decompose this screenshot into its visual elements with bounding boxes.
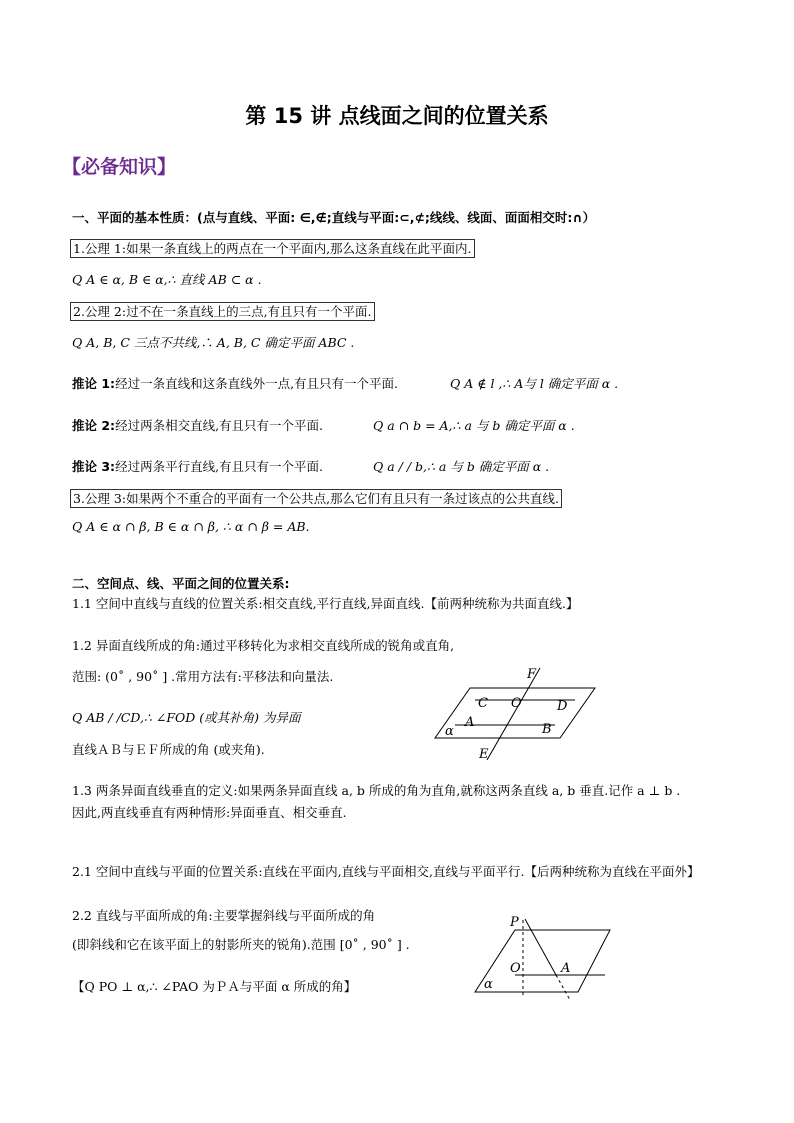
corollary-2-label: 推论 2:	[72, 418, 116, 433]
corollary-1-text: 经过一条直线和这条直线外一点,有且只有一个平面.	[115, 376, 399, 391]
perpendicular-definition: 1.3 两条异面直线垂直的定义:如果两条异面直线 a, b 所成的角为直角,就称这两条直线 a, b 垂直.记作 a ⊥ b .	[72, 783, 681, 798]
axiom-3-formula: Q A ∈ α ∩ β, B ∈ α ∩ β, ∴ α ∩ β = AB.	[72, 519, 310, 534]
corollary-2-formula: Q a ∩ b = A,∴ a 与 b 确定平面 α .	[373, 418, 575, 433]
perpendicular-cases: 因此,两直线垂直有两种情形:异面垂直、相交垂直.	[72, 805, 347, 820]
corollary-3-label: 推论 3:	[72, 459, 116, 474]
line-plane-angle: 2.2 直线与平面所成的角:主要掌握斜线与平面所成的角	[72, 908, 376, 923]
corollary-3	[72, 457, 323, 475]
line-line-relations: 1.1 空间中直线与直线的位置关系:相交直线,平行直线,异面直线.【前两种统称为共面直线.】	[72, 596, 579, 611]
page-title: 第 15 讲 点线面之间的位置关系	[245, 104, 549, 128]
corollary-1-formula: Q A ∉ l ,∴ A与 l 确定平面 α .	[450, 376, 619, 391]
heading-positions: 二、空间点、线、平面之间的位置关系:	[72, 576, 290, 591]
axiom-1: 1.公理 1:如果一条直线上的两点在一个平面内,那么这条直线在此平面内.	[70, 239, 475, 258]
label-D: D	[557, 699, 568, 714]
axiom-3: 3.公理 3:如果两个不重合的平面有一个公共点,那么它们有且只有一条过该点的公共直线.	[70, 489, 562, 508]
skew-angle-range: 范围: (0˚ , 90˚ ] .常用方法有:平移法和向量法.	[72, 669, 334, 684]
corollary-2	[72, 416, 323, 434]
skew-angle: 1.2 异面直线所成的角:通过平移转化为求相交直线所成的锐角或直角,	[72, 638, 455, 653]
label-O: O	[510, 961, 521, 976]
line-plane-figure	[470, 910, 620, 1000]
skew-angle-desc: 直线ＡＢ与ＥＦ所成的角 (或夹角).	[72, 742, 265, 757]
label-O: O	[511, 696, 522, 711]
heading-plane-properties: 一、平面的基本性质：(点与直线、平面: ∈,∉;直线与平面:⊂,⊄;线线、线面、面面相交时:∩）	[72, 210, 596, 225]
label-A: A	[465, 715, 475, 730]
axiom-1-formula: Q A ∈ α, B ∈ α,∴ 直线 AB ⊂ α .	[72, 272, 262, 287]
corollary-3-formula: Q a / / b,∴ a 与 b 确定平面 α .	[373, 459, 550, 474]
label-E: E	[479, 747, 489, 762]
label-C: C	[478, 696, 488, 711]
label-A: A	[561, 961, 571, 976]
label-P: P	[510, 915, 519, 930]
section-heading: 【必备知识】	[62, 156, 177, 178]
label-B: B	[542, 722, 552, 737]
line-plane-angle-range: (即斜线和它在该平面上的射影所夹的锐角).范围 [0˚ , 90˚ ] .	[72, 937, 410, 952]
line-plane-angle-formula: 【Q PO ⊥ α,∴ ∠PAO 为ＰＡ与平面 α 所成的角】	[72, 979, 357, 994]
skew-lines-figure	[425, 660, 610, 765]
label-alpha: α	[484, 977, 493, 992]
axiom-2: 2.公理 2:过不在一条直线上的三点,有且只有一个平面.	[70, 302, 375, 321]
corollary-2-text: 经过两条相交直线,有且只有一个平面.	[115, 418, 324, 433]
line-plane-relations: 2.1 空间中直线与平面的位置关系:直线在平面内,直线与平面相交,直线与平面平行.【后两种统称为直线在平面外】	[72, 864, 700, 879]
label-F: F	[527, 667, 537, 682]
corollary-1	[72, 374, 398, 392]
label-alpha: α	[445, 724, 454, 739]
corollary-3-text: 经过两条平行直线,有且只有一个平面.	[115, 459, 324, 474]
axiom-2-formula: Q A, B, C 三点不共线,∴ A, B, C 确定平面 ABC .	[72, 335, 355, 350]
skew-angle-formula: Q AB / /CD,∴ ∠FOD (或其补角) 为异面	[72, 710, 301, 725]
corollary-1-label: 推论 1:	[72, 376, 116, 391]
